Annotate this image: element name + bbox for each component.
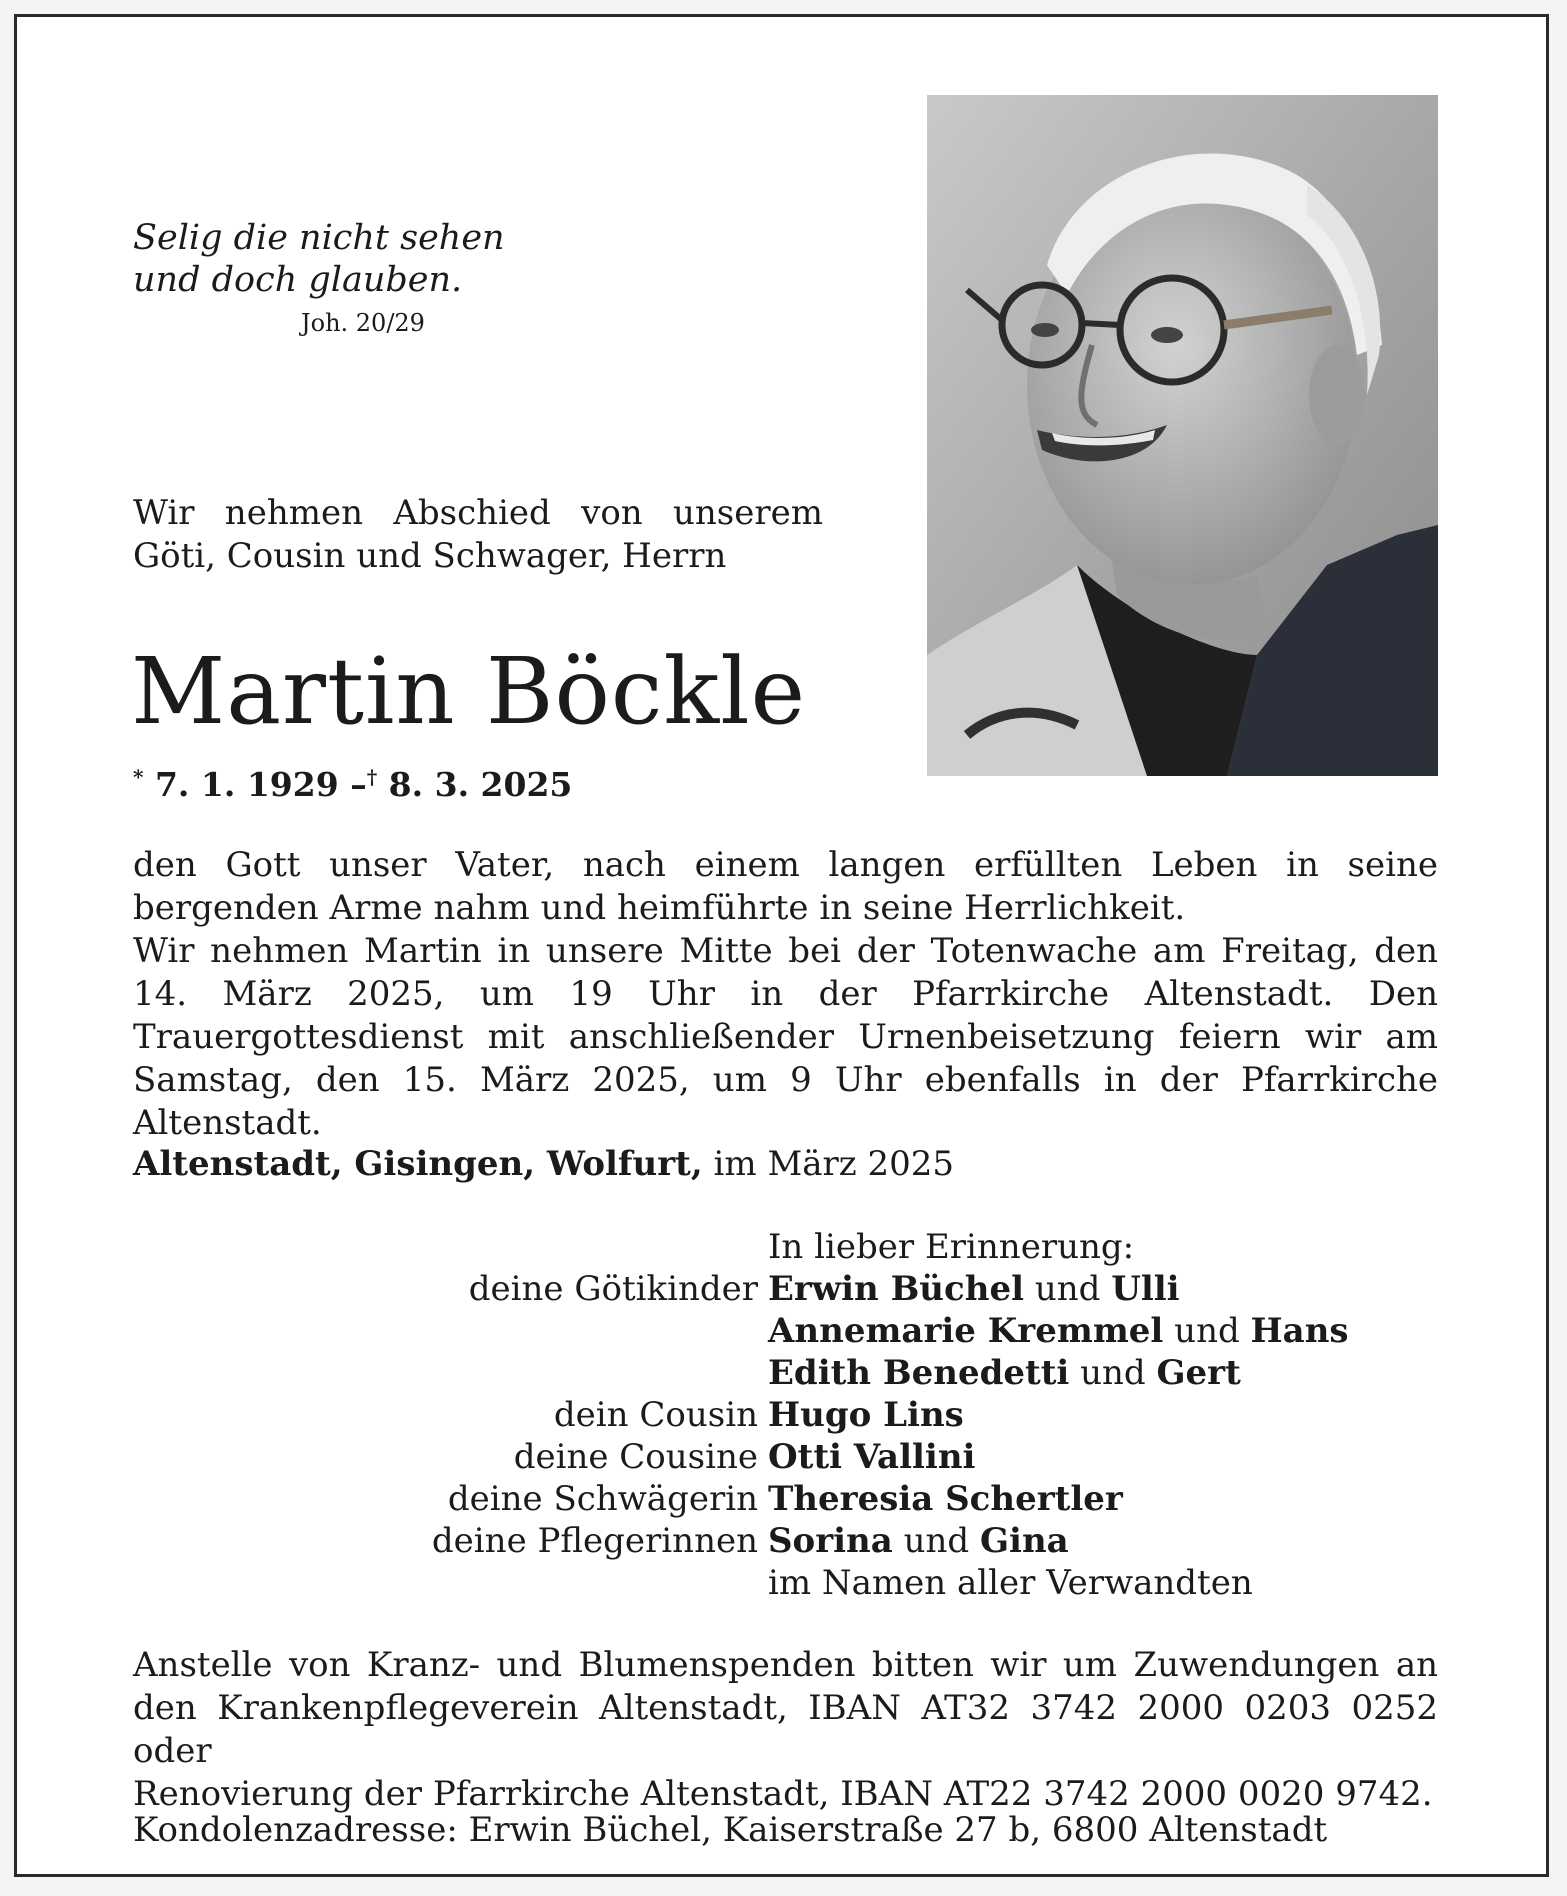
bible-quote [133, 217, 533, 337]
announcement-text [133, 844, 1438, 1145]
mourner-names [768, 1353, 1241, 1393]
quote-line: Selig die nicht sehen [133, 218, 505, 258]
mourner-relation: deine Götikinder [468, 1269, 758, 1309]
portrait-photo [927, 95, 1438, 776]
mourner-name: Ulli [1111, 1269, 1180, 1309]
place-date-line [133, 1144, 954, 1184]
mourner-name: Gina [980, 1521, 1069, 1561]
mourners-list [17, 1227, 1552, 1605]
birth-symbol: * [133, 765, 144, 789]
notice-date: im März 2025 [713, 1144, 955, 1184]
name-connector: und [903, 1521, 970, 1561]
mourner-names [768, 1395, 964, 1435]
mourner-names [768, 1521, 1069, 1561]
intro-text [133, 492, 823, 578]
mourner-name: Hugo Lins [768, 1395, 964, 1435]
announcement-paragraph: den Gott unser Vater, nach einem langen erfüllten Leben in seine bergenden Arme nahm und heimführte in seine Herrlichkeit. [133, 845, 1438, 928]
name-connector: und [1080, 1353, 1146, 1393]
mourners-closing-row [17, 1563, 1552, 1605]
obituary-notice [14, 14, 1549, 1877]
mourners-closing: im Namen aller Verwandten [768, 1563, 1253, 1603]
birth-date: 7. 1. 1929 [154, 765, 339, 804]
mourners-heading-row [17, 1227, 1552, 1269]
name-connector: und [1174, 1311, 1240, 1351]
condolence-address: Kondolenzadresse: Erwin Büchel, Kaiserstraße 27 b, 6800 Altenstadt [133, 1810, 1328, 1850]
mourner-names [768, 1269, 1180, 1309]
mourner-name: Hans [1250, 1311, 1349, 1351]
mourner-name: Erwin Büchel [768, 1269, 1024, 1309]
mourner-row [17, 1269, 1552, 1311]
intro-line: Wir nehmen Abschied von unserem [133, 493, 823, 533]
mourner-name: Theresia Schertler [768, 1479, 1123, 1519]
mourner-name: Gert [1156, 1353, 1241, 1393]
name-connector: und [1034, 1269, 1101, 1309]
mourner-row [17, 1395, 1552, 1437]
donation-line: Renovierung der Pfarrkirche Altenstadt, IBAN AT22 3742 2000 0020 9742. [133, 1774, 1433, 1814]
donation-line: den Krankenpflegeverein Altenstadt, IBAN AT32 3742 2000 0203 0252 oder [133, 1688, 1438, 1771]
mourner-row [17, 1437, 1552, 1479]
date-dash: – [350, 765, 367, 804]
mourner-names [768, 1437, 975, 1477]
mourner-name: Edith Benedetti [768, 1353, 1070, 1393]
mourner-row [17, 1479, 1552, 1521]
intro-line: Göti, Cousin und Schwager, Herrn [133, 536, 727, 576]
life-dates [133, 765, 572, 804]
places: Altenstadt, Gisingen, Wolfurt, [133, 1144, 703, 1184]
deceased-name: Martin Böckle [131, 638, 807, 745]
mourner-names [768, 1311, 1349, 1351]
quote-line: und doch glauben. [133, 260, 463, 300]
mourner-relation: deine Cousine [513, 1437, 758, 1477]
mourner-name: Annemarie Kremmel [768, 1311, 1164, 1351]
mourner-name: Otti Vallini [768, 1437, 976, 1477]
mourner-relation: deine Schwägerin [447, 1479, 758, 1519]
death-symbol: † [366, 765, 378, 789]
mourner-relation: deine Pflegerinnen [431, 1521, 758, 1561]
mourner-name: Sorina [768, 1521, 893, 1561]
mourners-heading: In lieber Erinnerung: [768, 1227, 1135, 1267]
mourner-relation: dein Cousin [553, 1395, 758, 1435]
donation-request [133, 1644, 1438, 1816]
mourner-row [17, 1521, 1552, 1563]
mourner-row [17, 1311, 1552, 1353]
announcement-paragraph: Wir nehmen Martin in unsere Mitte bei der Totenwache am Freitag, den 14. März 2025, um 19 Uhr in der Pfarrkirche Altenstadt. Den Trauergottesdienst mit anschließender Urnenbeisetzung feiern wir am Samstag, den 15. März 2025, um 9 Uhr ebenfalls in der Pfarrkirche Altenstadt. [133, 931, 1438, 1143]
quote-reference: Joh. 20/29 [301, 309, 425, 337]
death-date: 8. 3. 2025 [388, 765, 573, 804]
donation-line: Anstelle von Kranz- und Blumenspenden bitten wir um Zuwendungen an [133, 1645, 1438, 1685]
mourner-names [768, 1479, 1123, 1519]
mourner-row [17, 1353, 1552, 1395]
